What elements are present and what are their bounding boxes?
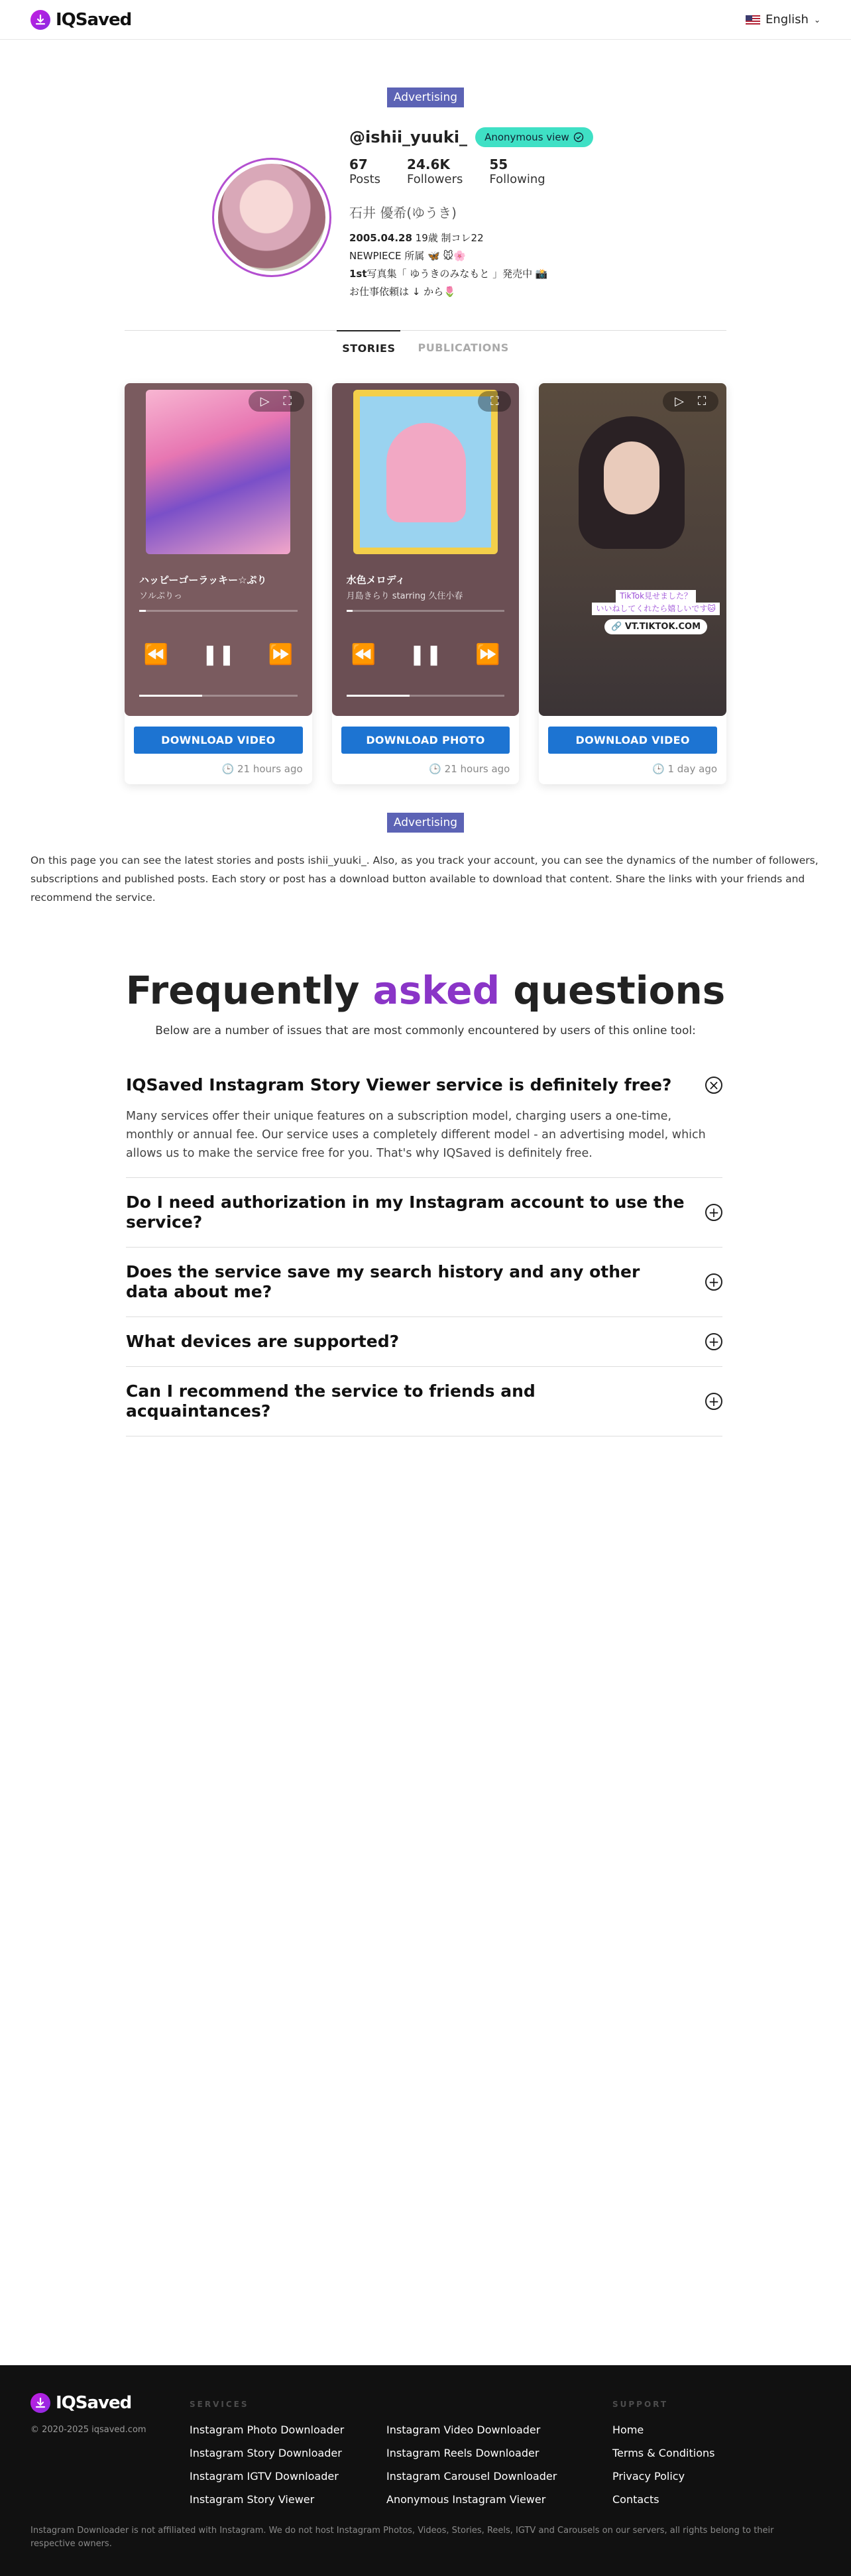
story-time-label: 21 hours ago xyxy=(444,763,510,775)
track-progress-bar[interactable] xyxy=(347,610,505,612)
followers-count: 24.6K xyxy=(407,156,450,172)
bio-line-3-bold: 1st xyxy=(349,268,367,280)
faq-question-text: IQSaved Instagram Story Viewer service is definitely free? xyxy=(126,1075,672,1094)
album-art xyxy=(146,390,290,554)
chevron-down-icon: ⌄ xyxy=(813,15,821,25)
download-video-button[interactable]: DOWNLOAD VIDEO xyxy=(548,727,717,754)
bio-line-2: NEWPIECE 所属 🦋 🐭🌸 xyxy=(349,250,466,262)
volume-bar xyxy=(139,695,298,697)
tiktok-link-badge[interactable]: 🔗 VT.TIKTOK.COM xyxy=(604,619,707,634)
services-col-2 xyxy=(386,2418,557,2511)
track-info xyxy=(139,573,267,601)
footer-link[interactable]: Instagram IGTV Downloader xyxy=(190,2470,339,2483)
support-links xyxy=(612,2418,714,2511)
footer-link[interactable]: Privacy Policy xyxy=(612,2470,685,2483)
profile-stats xyxy=(349,156,628,186)
footer-link[interactable]: Instagram Video Downloader xyxy=(386,2424,541,2436)
faq-question[interactable] xyxy=(126,1075,722,1095)
tab-publications[interactable]: PUBLICATIONS xyxy=(418,341,509,354)
check-circle-icon xyxy=(573,132,584,143)
story-person-image xyxy=(579,416,685,549)
faq-question-text: Do I need authorization in my Instagram account to use the service? xyxy=(126,1193,685,1232)
fullscreen-icon[interactable]: ⛶ xyxy=(283,394,292,408)
player-controls xyxy=(332,643,520,666)
plus-icon[interactable]: + xyxy=(705,1204,722,1221)
footer-link[interactable]: Anonymous Instagram Viewer xyxy=(386,2493,546,2506)
anonymous-view-badge xyxy=(475,127,593,147)
story-time: 🕒 21 hours ago xyxy=(429,763,510,775)
story-media[interactable] xyxy=(539,383,726,716)
copyright: © 2020-2025 iqsaved.com xyxy=(30,2425,146,2435)
story-time-label: 1 day ago xyxy=(667,763,718,775)
footer-link[interactable]: Instagram Story Viewer xyxy=(190,2493,315,2506)
stat-followers xyxy=(407,156,463,186)
ad-label-top[interactable]: Advertising xyxy=(387,88,464,107)
profile-info xyxy=(349,127,628,301)
pause-icon: ❚❚ xyxy=(408,643,443,666)
avatar xyxy=(212,158,331,277)
close-icon[interactable]: × xyxy=(705,1077,722,1094)
track-artist: ソルぷりっ xyxy=(139,591,183,601)
player-controls xyxy=(125,643,312,666)
fullscreen-icon[interactable]: ⛶ xyxy=(697,394,707,408)
plus-icon[interactable]: + xyxy=(705,1393,722,1410)
faq-list xyxy=(126,1061,722,1436)
story-cards xyxy=(125,383,726,784)
story-time: 🕒 21 hours ago xyxy=(221,763,303,775)
story-media[interactable] xyxy=(332,383,520,716)
faq-title-part-3: questions xyxy=(500,968,726,1013)
avatar-image xyxy=(218,164,325,271)
faq-item xyxy=(126,1061,722,1178)
anonymous-view-label: Anonymous view xyxy=(484,131,569,143)
media-controls xyxy=(478,391,511,412)
bio xyxy=(349,229,628,301)
full-name: 石井 優希(ゆうき) xyxy=(349,205,457,221)
posts-count: 67 xyxy=(349,156,368,172)
rewind-icon: ⏪ xyxy=(351,643,376,666)
sticker-line-2: いいねしてくれたら嬉しいです🐱 xyxy=(592,603,720,615)
username-row xyxy=(349,127,628,147)
rewind-icon: ⏪ xyxy=(143,643,169,666)
plus-icon[interactable]: + xyxy=(705,1273,722,1291)
faq-question[interactable] xyxy=(126,1381,722,1421)
story-card xyxy=(125,383,312,784)
media-controls xyxy=(663,391,718,412)
footer-link[interactable]: Instagram Carousel Downloader xyxy=(386,2470,557,2483)
play-icon[interactable]: ▷ xyxy=(260,394,270,408)
content-tabs xyxy=(125,330,726,359)
download-photo-button[interactable]: DOWNLOAD PHOTO xyxy=(341,727,510,754)
story-time-label: 21 hours ago xyxy=(237,763,303,775)
fast-forward-icon: ⏩ xyxy=(268,643,293,666)
faq-question-text: Does the service save my search history and any other data about me? xyxy=(126,1262,640,1301)
faq-question[interactable] xyxy=(126,1332,722,1352)
faq-item xyxy=(126,1367,722,1436)
footer-link[interactable]: Instagram Story Downloader xyxy=(190,2447,342,2459)
volume-bar xyxy=(347,695,505,697)
story-media[interactable] xyxy=(125,383,312,716)
faq-question-text: What devices are supported? xyxy=(126,1332,400,1351)
plus-icon[interactable]: + xyxy=(705,1333,722,1350)
faq-item xyxy=(126,1248,722,1317)
us-flag-icon xyxy=(746,15,760,25)
play-icon[interactable]: ▷ xyxy=(675,394,684,408)
story-card xyxy=(539,383,726,784)
username: @ishii_yuuki_ xyxy=(349,128,468,146)
site-footer xyxy=(0,2365,851,2576)
faq-title-highlight: asked xyxy=(372,968,500,1013)
story-card xyxy=(332,383,520,784)
faq-question[interactable] xyxy=(126,1193,722,1232)
fullscreen-icon[interactable]: ⛶ xyxy=(490,394,499,408)
language-label: English xyxy=(765,13,809,27)
ad-label-mid[interactable]: Advertising xyxy=(387,813,464,833)
pause-icon: ❚❚ xyxy=(201,643,235,666)
faq-title-part-1: Frequently xyxy=(125,968,373,1013)
bio-birthdate: 2005.04.28 xyxy=(349,232,412,244)
faq-answer: Many services offer their unique features on a subscription model, charging users a one-time, monthly or annual fee. Our service uses a completely different model - an advertising model, which allows us to make the service free for you. That's why IQSaved is definitely free. xyxy=(126,1110,706,1160)
site-header xyxy=(0,0,851,40)
bio-line-1 xyxy=(349,229,628,247)
footer-logo[interactable] xyxy=(30,2393,131,2413)
profile-section xyxy=(212,127,623,320)
footer-link[interactable]: Instagram Reels Downloader xyxy=(386,2447,539,2459)
faq-question[interactable] xyxy=(126,1262,722,1302)
ad-mid-wrap xyxy=(0,813,851,833)
track-progress-bar[interactable] xyxy=(139,610,298,612)
page-description: On this page you can see the latest stories and posts ishii_yuuki_. Also, as you track your account, you can see the dynamics of the number of followers, subscriptions and published posts. Each story or post has a download button available to download that content. Share the links with your friends and recommend the service. xyxy=(30,854,819,904)
ad-top-wrap xyxy=(0,88,851,107)
download-icon xyxy=(30,10,50,30)
followers-label: Followers xyxy=(407,172,463,186)
download-icon xyxy=(30,2393,50,2413)
bio-line-3-rest: 写真集「 ゆうきのみなもと 」発売中 📸 xyxy=(367,268,548,280)
fast-forward-icon: ⏩ xyxy=(475,643,500,666)
services-title: SERVICES xyxy=(190,2400,249,2409)
bio-line-1-rest: 19歳 制コレ22 xyxy=(412,232,484,244)
faq-subtitle: Below are a number of issues that are most commonly encountered by users of this online tool: xyxy=(155,1024,696,1037)
stat-following xyxy=(489,156,545,186)
sticker-line-1: TikTok見せました？ xyxy=(616,590,696,603)
download-video-button[interactable]: DOWNLOAD VIDEO xyxy=(134,727,303,754)
faq-item xyxy=(126,1178,722,1248)
posts-label: Posts xyxy=(349,172,381,186)
stat-posts xyxy=(349,156,380,186)
support-title: SUPPORT xyxy=(612,2400,669,2409)
footer-logo-text: IQSaved xyxy=(56,2393,132,2413)
faq-item xyxy=(126,1317,722,1367)
story-time: 🕒 1 day ago xyxy=(652,763,718,775)
tab-stories[interactable]: STORIES xyxy=(337,330,400,359)
following-count: 55 xyxy=(489,156,508,172)
footer-disclaimer: Instagram Downloader is not affiliated with Instagram. We do not host Instagram Photos, Videos, Stories, Reels, IGTV and Carousels on our servers, all rights belong to their respective owners. xyxy=(30,2526,774,2549)
media-controls xyxy=(249,391,304,412)
footer-link[interactable]: Contacts xyxy=(612,2493,659,2506)
logo[interactable] xyxy=(30,10,131,30)
tiktok-sticker xyxy=(592,590,720,634)
faq-question-text: Can I recommend the service to friends and acquaintances? xyxy=(126,1381,536,1421)
track-title: 水色メロディ xyxy=(346,574,406,586)
footer-link[interactable]: Terms & Conditions xyxy=(612,2447,715,2459)
track-info xyxy=(347,573,463,601)
faq-title xyxy=(0,968,851,1013)
following-label: Following xyxy=(489,172,545,186)
track-title: ハッピーゴーラッキー☆ぷり xyxy=(139,574,267,586)
track-artist: 月島きらり starring 久住小春 xyxy=(346,591,463,601)
footer-link[interactable]: Home xyxy=(612,2424,644,2436)
services-col-1 xyxy=(190,2418,344,2511)
bio-line-4: お仕事依頼は ↓ から🌷 xyxy=(349,286,456,298)
album-art xyxy=(353,390,498,554)
bio-line-3 xyxy=(349,265,628,283)
logo-text: IQSaved xyxy=(56,9,132,30)
footer-link[interactable]: Instagram Photo Downloader xyxy=(190,2424,345,2436)
language-selector[interactable] xyxy=(746,13,821,27)
